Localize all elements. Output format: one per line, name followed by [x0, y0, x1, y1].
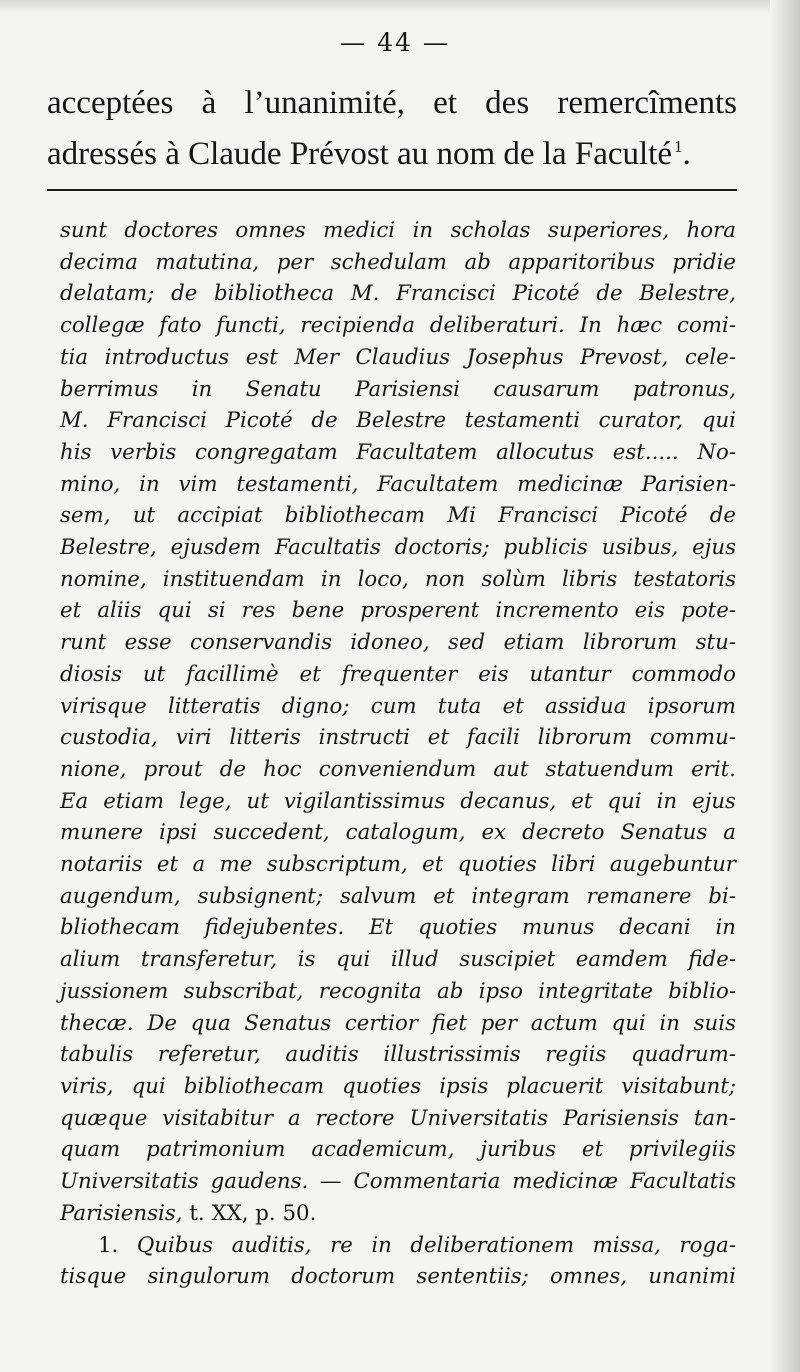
footnote-line: mino, in vim testamenti, Facultatem medicinæ Parisien- — [60, 471, 736, 497]
footnote-line: Ea etiam lege, ut vigilantissimus decanus, et qui in ejus — [60, 788, 736, 814]
note-1-line-1 — [60, 1230, 736, 1262]
footnote-line: custodia, viri litteris instructi et facili librorum commu- — [60, 725, 736, 751]
main-line-2-text: adressés à Claude Prévost au nom de la Faculté — [47, 136, 672, 172]
note-1-marker: 1. — [98, 1232, 119, 1258]
footnote-line: quam patrimonium academicum, juribus et privilegiis — [60, 1137, 736, 1163]
footnote-line: virisque litteratis digno; cum tuta et assidua ipsorum — [60, 693, 736, 719]
footnote-line: his verbis congregatam Facultatem allocutus est..... No- — [60, 439, 736, 465]
main-line-2 — [47, 125, 737, 176]
footnote-line: berrimus in Senatu Parisiensi causarum patronus, — [60, 376, 736, 402]
footnote-line: jussionem subscribat, recognita ab ipso integritate biblio- — [60, 978, 736, 1004]
footnote-line: M. Francisci Picoté de Belestre testamenti curator, qui — [60, 408, 736, 434]
footnote-line: decima matutina, per schedulam ab apparitoribus pridie — [60, 249, 736, 275]
footnote-last-line — [60, 1198, 736, 1230]
main-line-2-end: . — [682, 136, 691, 172]
footnote-marker[interactable]: 1 — [674, 137, 683, 156]
page-top-shadow — [0, 0, 800, 14]
footnote-line: Belestre, ejusdem Facultatis doctoris; publicis usibus, ejus — [60, 535, 736, 561]
footnote-line: runt esse conservandis idoneo, sed etiam librorum stu- — [60, 630, 736, 656]
footnote-line: diosis ut facillimè et frequenter eis utantur commodo — [60, 661, 736, 687]
footnote-divider — [47, 189, 737, 191]
footnote-line: sunt doctores omnes medici in scholas superiores, hora — [60, 218, 736, 243]
note-1-line-2: tisque singulorum doctorum sententiis; omnes, unanimi — [60, 1264, 736, 1290]
footnote-line: tia introductus est Mer Claudius Josephus Prevost, cele- — [60, 344, 736, 370]
footnote-last-line-text: Parisiensis, — [60, 1200, 183, 1226]
footnote-line: sem, ut accipiat bibliothecam Mi Francisci Picoté de — [60, 503, 736, 529]
footnote-line: nione, prout de hoc conveniendum aut statuendum erit. — [60, 756, 736, 782]
footnote-line: nomine, instituendam in loco, non solùm libris testatoris — [60, 566, 736, 592]
footnote-line: bliothecam fidejubentes. Et quoties munus decani in — [60, 915, 736, 941]
footnote-line: alium transferetur, is qui illud suscipiet eamdem fide- — [60, 947, 736, 973]
footnote-line: et aliis qui si res bene prosperent incremento eis pote- — [60, 598, 736, 624]
footnote-line: tabulis referetur, auditis illustrissimis regiis quadrum- — [60, 1042, 736, 1068]
footnote-line: collegæ fato functi, recipienda deliberaturi. In hæc comi- — [60, 313, 736, 339]
note-1-line-1-text: Quibus auditis, re in deliberationem missa, roga- — [136, 1232, 736, 1258]
footnote-line: munere ipsi succedent, catalogum, ex decreto Senatus a — [60, 820, 736, 846]
footnote-line: notariis et a me subscriptum, et quoties libri augebuntur — [60, 852, 736, 878]
footnote-lines — [60, 215, 736, 1198]
page-edge-shadow — [770, 0, 800, 1372]
footnote-line: quæque visitabitur a rectore Universitatis Parisiensis tan- — [60, 1105, 736, 1131]
footnote-reference: t. XX, p. 50. — [189, 1200, 317, 1226]
footnote-line: augendum, subsignent; salvum et integram remanere bi- — [60, 883, 736, 909]
footnote-line: Universitatis gaudens. — Commentaria medicinæ Facultatis — [60, 1169, 736, 1195]
main-paragraph — [47, 82, 737, 176]
page-number: — 44 — — [340, 28, 450, 57]
footnote-line: thecæ. De qua Senatus certior fiet per actum qui in suis — [60, 1010, 736, 1036]
footnote-block — [60, 215, 736, 1293]
footnote-line: viris, qui bibliothecam quoties ipsis placuerit visitabunt; — [60, 1073, 736, 1099]
footnote-line: delatam; de bibliotheca M. Francisci Picoté de Belestre, — [60, 281, 736, 307]
main-line-1: acceptées à l’unanimité, et des remercîments — [47, 85, 737, 121]
